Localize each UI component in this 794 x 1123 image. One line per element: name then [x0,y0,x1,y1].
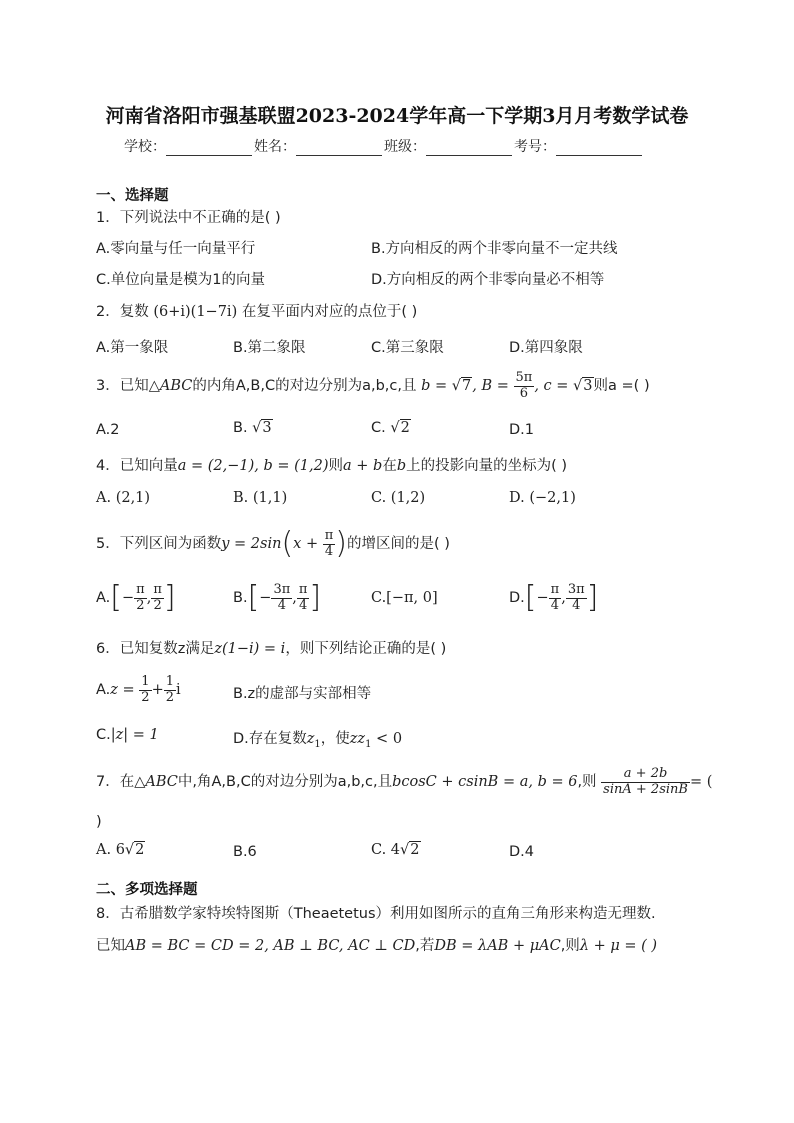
question-5-option-a-label: A. [96,590,111,606]
question-3-option-d: D.1 [509,422,534,438]
question-5-option-b-label: B. [233,590,248,606]
school-label: 学校： [124,139,166,155]
question-3-option-c-radicand: 2 [400,420,410,436]
question-4-option-b: B. (1,1) [233,490,288,506]
question-7-pre: 7．在 [96,774,135,790]
question-5-option-c: C.[−π, 0] [371,590,438,606]
option-b-frac-2-num: π [298,582,308,598]
question-3-option-a: A.2 [96,422,120,438]
question-8-line-2 [96,934,657,955]
question-6-option-d-lt: < 0 [371,731,403,747]
question-6-option-c-label: C. [96,727,111,743]
question-4-sum: a + b [343,458,383,474]
option-b-frac-2-den: 4 [299,597,308,613]
option-b-frac-2 [297,583,310,613]
question-4-pre: 4．已知向量 [96,458,178,474]
question-5-pre: 5．下列区间为函数 [96,536,222,552]
exam-title: 河南省洛阳市强基联盟2023-2024学年高一下学期3月月考数学试卷 [105,105,689,127]
class-blank [426,141,512,156]
option-b-frac-1-den: 4 [277,597,286,613]
question-3-option-b-label: B. [233,420,248,436]
option-a-frac-2-num: π [153,582,162,598]
option-d-frac-2-num: 3π [567,582,585,598]
question-6-stem [96,637,446,658]
question-7-equation: bcosC + csinB = a, b = 6 [392,774,578,790]
question-8-pre: 已知 [96,938,125,954]
question-8-eq-3: , AC ⊥ CD [338,938,416,954]
question-6-option-d-sub-2: 1 [365,738,372,750]
question-3-option-c [371,420,411,436]
question-7-option-a-radicand: 2 [135,842,145,858]
question-2-option-c: C.第三象限 [371,340,444,356]
option-d-left-bracket: [ [524,580,537,615]
option-b-frac-1 [271,583,292,613]
question-6-pre: 6．已知复数z满足 [96,641,215,657]
question-4-vector-b-2: b [396,458,407,474]
option-d-right-bracket: ] [586,580,599,615]
option-b-right-bracket: ] [309,580,322,615]
question-6-option-a-z: z = [110,682,135,698]
question-6-option-d-mid: ，使 [320,731,350,747]
question-4-option-d: D. (−2,1) [509,490,576,506]
option-d-frac-1 [549,583,562,613]
question-5-frac-denominator: 4 [324,543,334,559]
option-b-frac-1-num: 3π [273,582,291,598]
question-3-option-b [233,420,273,436]
student-info-line [124,136,684,156]
question-3-stem [96,366,650,406]
question-6-option-c [96,727,159,743]
school-blank [166,141,252,156]
question-1-stem: 1．下列说法中不正确的是( ) [96,210,281,226]
question-5-post: 的增区间的是( ) [346,536,450,552]
option-b-left-bracket: [ [247,580,260,615]
question-1-option-d: D.方向相反的两个非零向量必不相等 [371,272,605,288]
question-2-expression: (6+i)(1−7i) [153,304,238,320]
question-5-option-a [96,578,176,618]
question-3-triangle: △ABC [148,378,193,394]
question-3-pre: 3．已知 [96,378,149,394]
option-a-frac-1-num: π [136,582,145,598]
question-5-frac-numerator: π [324,528,334,544]
option-a-frac-1 [134,583,147,613]
question-8-eq-2: , AB ⊥ BC [264,938,339,954]
q6-frac-1-num: 1 [141,674,150,690]
question-4-vector-a: a = (2,−1) [177,458,255,474]
question-3-frac-denominator: 6 [519,385,529,401]
question-7-option-b: B.6 [233,844,257,860]
q6-frac-2 [164,675,176,705]
question-1-option-a: A.零向量与任一向量平行 [96,241,256,257]
question-7-then: ,则 [577,774,597,790]
question-2-option-a: A.第一象限 [96,340,169,356]
number-label: 考号： [514,139,556,155]
question-8-answer-expression: λ + μ = ( ) [579,938,658,954]
question-7-denominator: sinA + 2sinB [603,781,688,797]
question-3-sqrt-7: √7 [451,378,472,394]
question-5-function: y = 2sin [221,536,282,552]
option-d-frac-1-den: 4 [550,597,560,613]
question-3-option-c-sqrt: √2 [390,420,410,436]
question-8-line-1: 8．古希腊数学家特埃特图斯（Theaetetus）利用如图所示的直角三角形来构造无理数. [96,906,656,922]
question-3-b-eq: b = [421,378,448,394]
question-7-option-a-sqrt: √2 [124,842,145,858]
question-6-option-b: B.z的虚部与实部相等 [233,686,372,702]
question-4-post: 上的投影向量的坐标为( ) [406,458,568,474]
question-2-option-d: D.第四象限 [509,340,583,356]
question-6-option-a-label: A. [96,682,111,698]
question-6-option-d-pre: D.存在复数 [233,731,307,747]
question-7-numerator: a + 2b [601,767,690,782]
option-a-frac-2-den: 2 [153,597,162,613]
question-7-mid: 中,角A,B,C的对边分别为a,b,c,且 [177,774,393,790]
option-d-minus: − [536,590,549,606]
name-label: 姓名： [254,139,296,155]
option-b-comma: , [292,590,297,606]
q6-frac-2-den: 2 [165,689,175,705]
name-blank [296,141,382,156]
question-3-B-eq: , B = [472,378,509,394]
q6-frac-2-num: 1 [165,674,175,690]
option-d-comma: , [561,590,566,606]
question-2-stem [96,300,417,321]
question-2-stem-pre: 2．复数 [96,304,149,320]
question-6-option-c-expression: |z| = 1 [110,727,159,743]
question-6-expression: z(1−i) = i [214,641,286,657]
option-a-frac-2 [151,583,164,613]
question-3-sqrt-7-radicand: 7 [462,378,472,394]
question-7-stem [96,762,712,802]
question-5-left-paren: ( [281,526,294,561]
question-7-close-paren: ) [96,814,102,830]
question-7-fraction [601,767,690,797]
question-3-option-b-sqrt: √3 [252,420,272,436]
question-3-option-b-radicand: 3 [262,420,272,436]
question-7-option-c [371,842,421,858]
question-8-mid: ,若 [415,938,435,954]
question-3-frac-5pi-6 [514,371,535,401]
option-d-frac-2 [566,583,587,613]
question-1-option-c: C.单位向量是模为1的向量 [96,272,265,288]
question-3-option-c-label: C. [371,420,386,436]
question-6-option-a [96,670,181,710]
question-2-stem-post: 在复平面内对应的点位于( ) [241,304,418,320]
question-6-option-d-sub: 1 [314,738,321,750]
question-3-frac-numerator: 5π [515,370,533,386]
question-4-stem [96,454,567,475]
q6-imag-unit: i [176,682,181,698]
question-5-option-d [509,578,598,618]
question-6-option-d-z: z [306,731,315,747]
question-7-option-c-radicand: 2 [410,842,420,858]
question-4-option-a: A. (2,1) [96,490,151,506]
question-3-mid: 的内角A,B,C的对边分别为a,b,c,且 [192,378,417,394]
option-a-comma: , [146,590,152,606]
question-4-vector-b: , b = (1,2) [254,458,329,474]
question-3-post: 则a =( ) [593,378,650,394]
question-5-stem [96,524,450,564]
question-5-x-plus: x + [293,536,319,552]
q6-frac-1-den: 2 [141,689,150,705]
question-3-sqrt-3-radicand: 3 [583,378,593,394]
question-7-option-a-pre: A. 6 [96,842,125,858]
question-7-option-c-pre: C. 4 [371,842,401,858]
question-3-c-eq: , c = [534,378,569,394]
q6-frac-1 [139,675,151,705]
question-5-right-paren: ) [335,526,347,561]
option-b-minus: − [259,590,272,606]
option-a-right-bracket: ] [163,580,176,615]
class-label: 班级： [384,139,426,155]
option-d-frac-1-num: π [550,582,560,598]
question-4-mid2: 在 [382,458,397,474]
question-5-frac-pi-4 [323,529,336,559]
question-6-option-d-zz: zz [349,731,366,747]
question-8-eq-1: AB = BC = CD = 2 [125,938,265,954]
question-7-option-d: D.4 [509,844,534,860]
option-a-minus: − [122,590,135,606]
option-d-frac-2-den: 4 [572,597,581,613]
option-a-left-bracket: [ [110,580,122,615]
question-3-sqrt-3: √3 [573,378,593,394]
question-6-option-d [233,727,402,750]
question-6-post: ，则下列结论正确的是( ) [285,641,447,657]
number-blank [556,141,642,156]
section-heading-choice: 一、选择题 [96,188,169,204]
question-5-option-d-label: D. [509,590,525,606]
question-7-triangle: △ABC [134,774,178,790]
question-7-option-c-sqrt: √2 [400,842,420,858]
question-7-option-a [96,842,145,858]
question-8-vector-equation: DB = λAB + μAC [434,938,561,954]
question-2-option-b: B.第二象限 [233,340,306,356]
question-4-option-c: C. (1,2) [371,490,426,506]
section-heading-multi: 二、多项选择题 [96,882,198,898]
question-5-option-b [233,578,321,618]
option-a-frac-1-den: 2 [136,597,145,613]
question-7-post: = ( [689,774,713,790]
question-8-post: ,则 [560,938,580,954]
q6-plus: + [151,682,164,698]
question-1-option-b: B.方向相反的两个非零向量不一定共线 [371,241,618,257]
question-4-mid: 则 [328,458,344,474]
